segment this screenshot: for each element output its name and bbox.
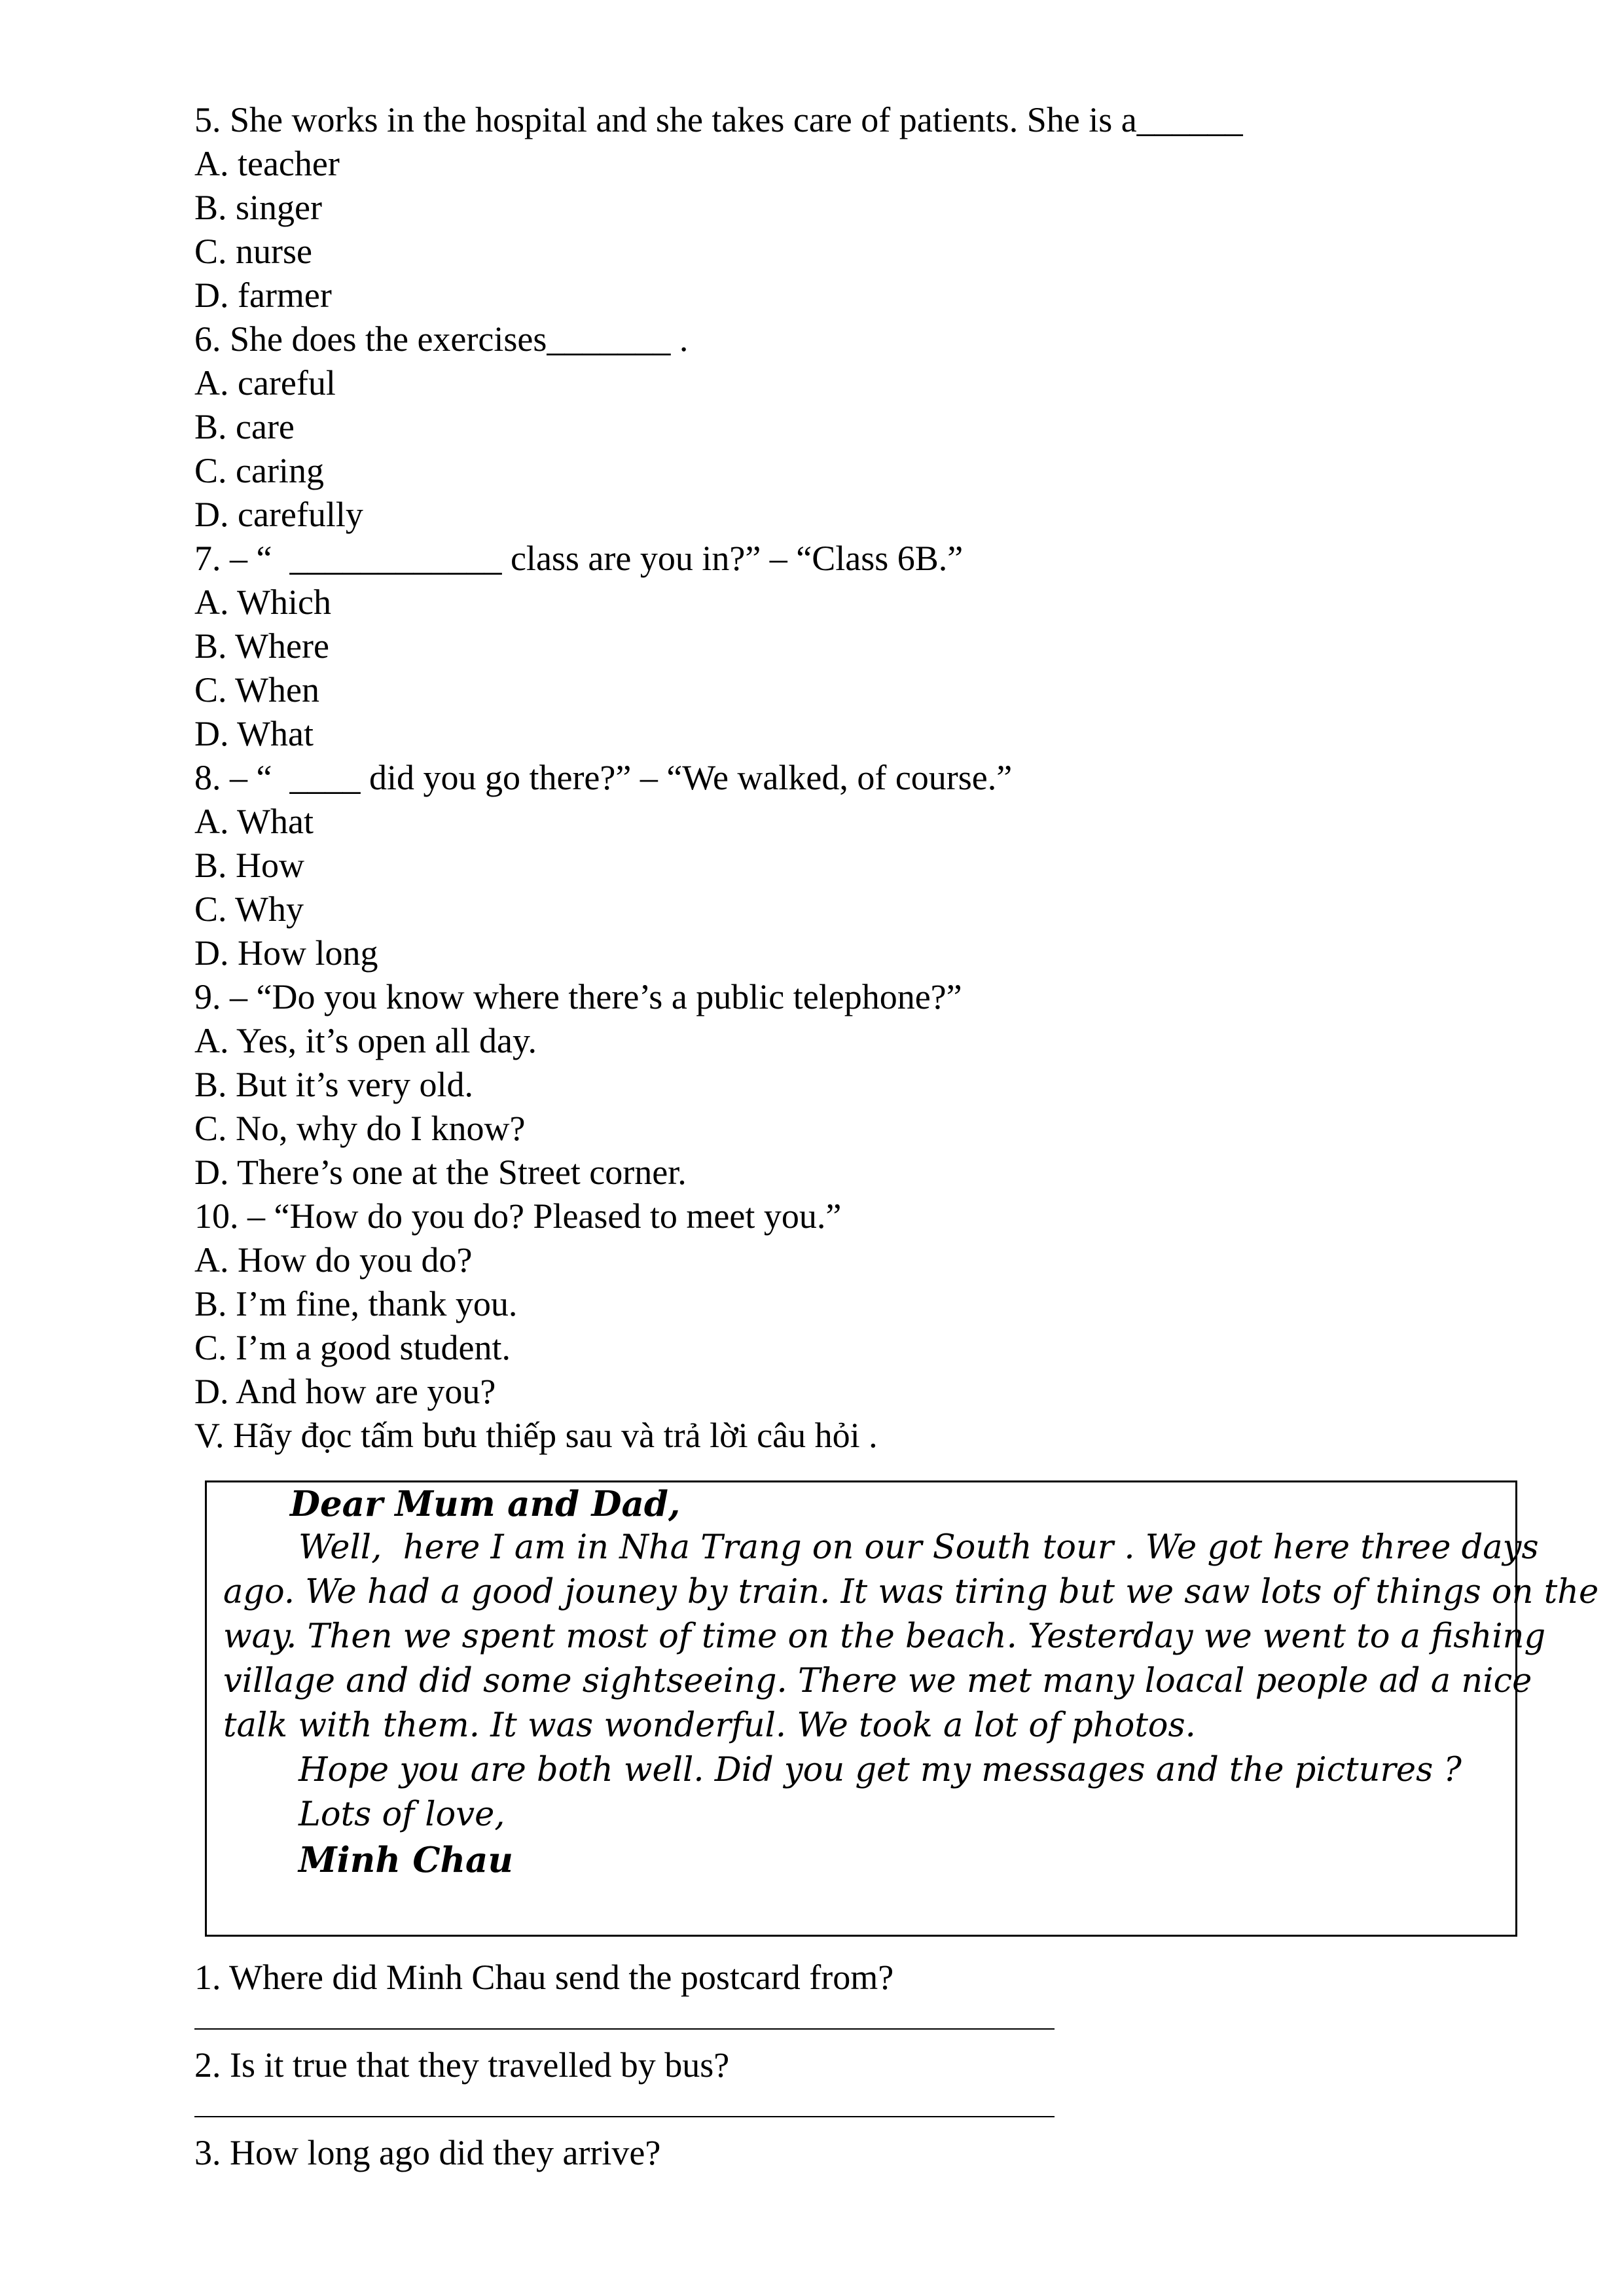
q7-option-b: B. Where — [194, 626, 329, 666]
answer-line-2[interactable] — [194, 2087, 1438, 2131]
q10-option-a: A. How do you do? — [194, 1240, 473, 1280]
question-5-stem: 5. She works in the hospital and she takes care of patients. She is a______ — [194, 100, 1243, 139]
q9-option-d: D. There’s one at the Street corner. — [194, 1153, 687, 1192]
q8-option-a: A. What — [194, 802, 314, 841]
question-10-stem: 10. – “How do you do? Pleased to meet you.” — [194, 1196, 842, 1236]
q5-option-b: B. singer — [194, 188, 322, 227]
q10-option-c: C. I’m a good student. — [194, 1328, 511, 1367]
answer-line-1[interactable] — [194, 2000, 1438, 2043]
q9-option-b: B. But it’s very old. — [194, 1065, 474, 1104]
reading-question-3: 3. How long ago did they arrive? — [194, 2133, 661, 2172]
postcard-line: Hope you are both well. Did you get my messages and the pictures ? — [298, 1751, 1462, 1789]
q9-option-a: A. Yes, it’s open all day. — [194, 1021, 537, 1060]
q7-option-d: D. What — [194, 714, 314, 753]
section-v-heading: V. Hãy đọc tấm bưu thiếp sau và trả lời câu hỏi . — [194, 1416, 878, 1455]
q7-option-c: C. When — [194, 670, 319, 709]
question-9-stem: 9. – “Do you know where there’s a public telephone?” — [194, 977, 962, 1016]
q6-option-c: C. caring — [194, 451, 324, 490]
reading-question-1: 1. Where did Minh Chau send the postcard from? — [194, 1958, 894, 1997]
q9-option-c: C. No, why do I know? — [194, 1109, 526, 1148]
q10-option-b: B. I’m fine, thank you. — [194, 1284, 518, 1323]
postcard-line: ago. We had a good jouney by train. It was tiring but we saw lots of things on the — [223, 1573, 1599, 1611]
q8-option-d: D. How long — [194, 933, 378, 973]
q7-option-a: A. Which — [194, 583, 331, 622]
q10-option-d: D. And how are you? — [194, 1372, 496, 1411]
q6-option-b: B. care — [194, 407, 295, 446]
postcard-line: Lots of love, — [298, 1795, 505, 1834]
q5-option-c: C. nurse — [194, 232, 312, 271]
multiple-choice-section — [194, 98, 1438, 1458]
reading-questions — [194, 1956, 1438, 2175]
postcard-signature: Minh Chau — [298, 1840, 513, 1880]
postcard-box — [205, 1480, 1599, 1937]
q6-option-a: A. careful — [194, 363, 336, 403]
question-8-stem: 8. – “ ____ did you go there?” – “We walked, of course.” — [194, 758, 1013, 797]
q8-option-c: C. Why — [194, 889, 304, 929]
postcard-line: village and did some sightseeing. There we met many loacal people ad a nice — [223, 1662, 1532, 1700]
question-7-stem: 7. – “ ____________ class are you in?” – “Class 6B.” — [194, 539, 964, 578]
q5-option-a: A. teacher — [194, 144, 340, 183]
question-6-stem: 6. She does the exercises_______ . — [194, 319, 689, 359]
q6-option-d: D. carefully — [194, 495, 363, 534]
postcard-line: way. Then we spent most of time on the beach. Yesterday we went to a fishing — [223, 1617, 1546, 1656]
q5-option-d: D. farmer — [194, 276, 332, 315]
postcard-line: talk with them. It was wonderful. We took a lot of photos. — [223, 1706, 1196, 1745]
reading-question-2: 2. Is it true that they travelled by bus? — [194, 2045, 730, 2085]
postcard-greeting: Dear Mum and Dad, — [290, 1484, 681, 1524]
postcard-line: Well, here I am in Nha Trang on our South tour . We got here three days — [298, 1528, 1539, 1567]
q8-option-b: B. How — [194, 846, 305, 885]
